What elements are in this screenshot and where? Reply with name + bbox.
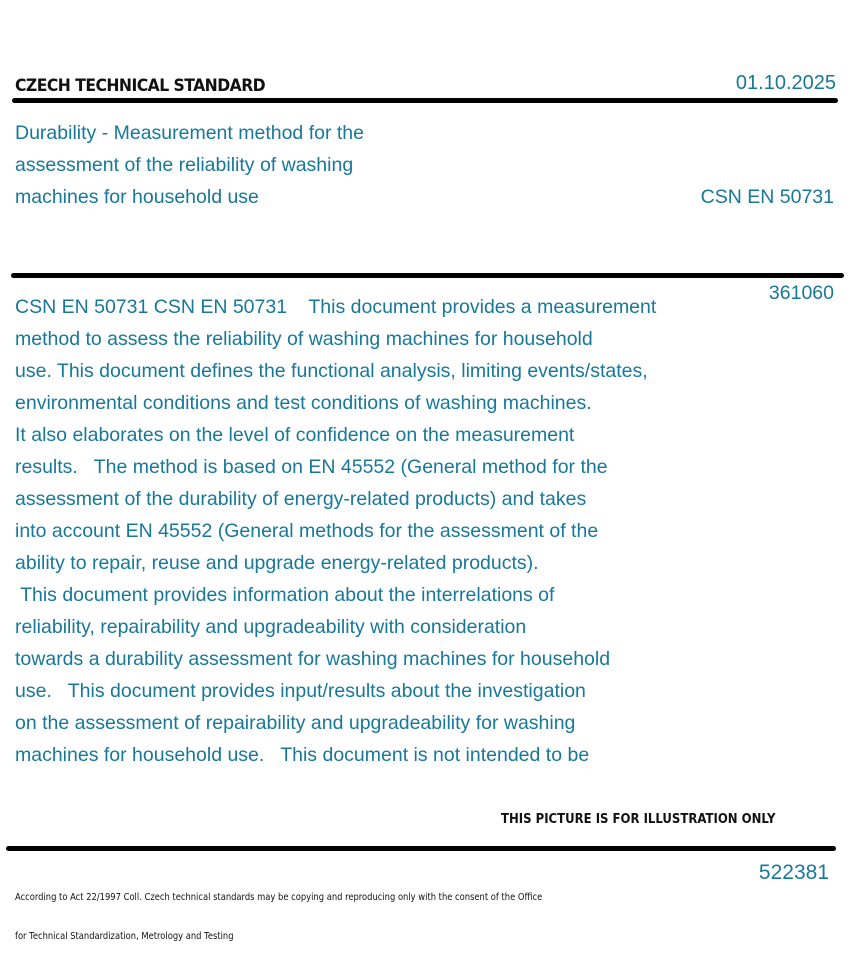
footer-divider — [6, 846, 836, 851]
abstract-line: ability to repair, reuse and upgrade energy-related products). — [15, 552, 539, 574]
abstract-line: It also elaborates on the level of confidence on the measurement — [15, 424, 575, 446]
header-divider — [12, 98, 838, 103]
document-number: 522381 — [758, 861, 829, 884]
class-number: 361060 — [768, 282, 834, 304]
abstract-line: CSN EN 50731 CSN EN 50731 This document provides a measurement — [15, 296, 657, 318]
illustration-note: THIS PICTURE IS FOR ILLUSTRATION ONLY — [501, 812, 776, 827]
abstract-line: towards a durability assessment for washing machines for household — [15, 648, 611, 670]
abstract-line: assessment of the durability of energy-related products) and takes — [15, 488, 587, 510]
title-divider — [11, 273, 844, 278]
standard-code-block — [701, 117, 834, 341]
abstract-line: This document provides information about the interrelations of — [15, 584, 555, 606]
document-title: Durability - Measurement method for the assessment of the reliability of washing machines for household use — [15, 122, 364, 208]
publication-date: 01.10.2025 — [735, 72, 836, 94]
abstract-line: results. The method is based on EN 45552 (General method for the — [15, 456, 608, 478]
abstract-line: on the assessment of repairability and upgradeability for washing — [15, 712, 576, 734]
abstract-line: use. This document provides input/results about the investigation — [15, 680, 586, 702]
abstract-line: machines for household use. This document is not intended to be — [15, 744, 590, 766]
abstract-line: method to assess the reliability of washing machines for household — [15, 328, 593, 350]
standard-type-label: CZECH TECHNICAL STANDARD — [15, 76, 266, 96]
legal-notice-line: According to Act 22/1997 Coll. Czech technical standards may be copying and reproducing only with the consent of the Office — [15, 892, 543, 903]
standard-code: CSN EN 50731 — [700, 186, 834, 208]
abstract-line: reliability, repairability and upgradeability with consideration — [15, 616, 527, 638]
abstract-line: use. This document defines the functional analysis, limiting events/states, — [15, 360, 648, 382]
legal-notice — [15, 865, 542, 956]
legal-notice-line: for Technical Standardization, Metrology and Testing — [15, 931, 234, 942]
document-abstract — [15, 291, 656, 771]
abstract-line: into account EN 45552 (General methods for the assessment of the — [15, 520, 599, 542]
abstract-line: environmental conditions and test conditions of washing machines. — [15, 392, 592, 414]
